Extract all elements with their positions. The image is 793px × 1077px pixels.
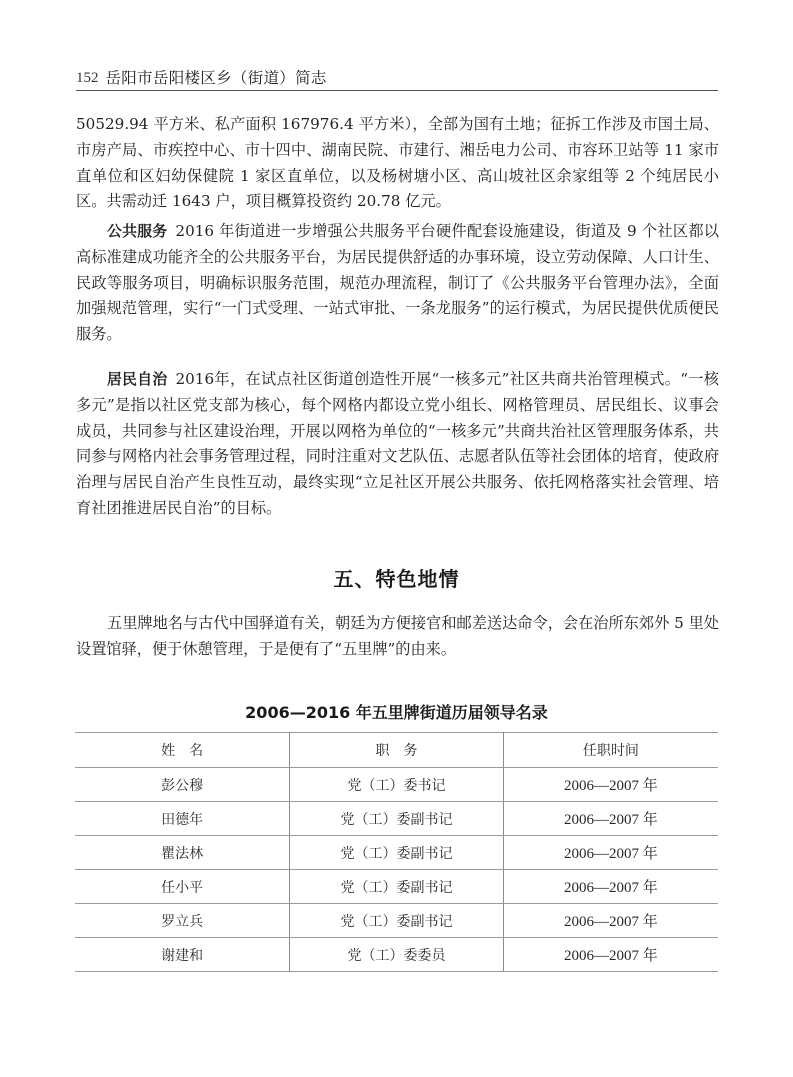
table-row [75, 768, 718, 802]
table-row [75, 870, 718, 904]
table-row [75, 904, 718, 938]
cell-term: 2006—2007 年 [503, 870, 718, 904]
paragraph-place-name-origin: 五里牌地名与古代中国驿道有关，朝廷为方便接官和邮差送达命令，会在治所东郊外 5 里处设置馆驿，便于休憩管理，于是便有了“五里牌”的由来。 [76, 614, 719, 658]
cell-name: 谢建和 [75, 938, 290, 972]
cell-position: 党（工）委副书记 [290, 870, 503, 904]
cell-term: 2006—2007 年 [503, 802, 718, 836]
cell-name: 彭公穆 [75, 768, 290, 802]
cell-term: 2006—2007 年 [503, 938, 718, 972]
table-row [75, 802, 718, 836]
section-title: 五、特色地情 [333, 567, 460, 591]
table-caption: 2006—2016 年五里牌街道历届领导名录 [245, 703, 548, 722]
paragraph-land-relocation: 50529.94 平方米、私产面积 167976.4 平方米），全部为国有土地；征拆工作涉及市国土局、市房产局、市疾控中心、市十四中、湖南民院、市建行、湘岳电力公司、市容环卫站等 11 家市直单位和区妇幼保健院 1 家区直单位，以及杨树塘小区、高山坡社区余家组等 2 个纯居民小区。共需动迁 1643 户，项目概算投资约 20.78 亿元。 [76, 115, 719, 211]
column-header-position: 职 务 [290, 733, 503, 768]
paragraph-resident-autonomy-text: 2016年，在试点社区街道创造性开展“一核多元”社区共商共治管理模式。“一核多元”是指以社区党支部为核心，每个网格内都设立党小组长、网格管理员、居民组长、议事会成员，共同参与社区建设治理，开展以网格为单位的“一核多元”共商共治社区管理服务体系，共同参与网格内社会事务管理过程，同时注重对文艺队伍、志愿者队伍等社会团体的培育，使政府治理与居民自治产生良性互动，最终实现“立足社区开展公共服务、依托网格落实社会管理、培育社团推进居民自治”的目标。 [76, 370, 719, 517]
cell-name: 田德年 [75, 802, 290, 836]
book-title: 岳阳市岳阳楼区乡（街道）简志 [105, 69, 327, 87]
column-header-name: 姓 名 [75, 733, 290, 768]
cell-name: 瞿法林 [75, 836, 290, 870]
cell-term: 2006—2007 年 [503, 836, 718, 870]
paragraph-public-service-text: 2016 年街道进一步增强公共服务平台硬件配套设施建设，街道及 9 个社区都以高标准建成功能齐全的公共服务平台，为居民提供舒适的办事环境，设立劳动保障、人口计生、民政等服务项目，明确标识服务范围，规范办理流程，制订了《公共服务平台管理办法》，全面加强规范管理，实行“一门式受理、一站式审批、一条龙服务”的运行模式，为居民提供优质便民服务。 [76, 222, 719, 344]
paragraph-public-service [76, 219, 719, 348]
cell-name: 任小平 [75, 870, 290, 904]
cell-position: 党（工）委书记 [290, 768, 503, 802]
running-header [76, 62, 718, 91]
column-header-term: 任职时间 [503, 733, 718, 768]
run-in-heading-public-service: 公共服务 [107, 223, 168, 240]
leaders-table [75, 732, 718, 972]
table-header-row [75, 733, 718, 768]
page-number: 152 [76, 70, 99, 86]
table-row [75, 938, 718, 972]
cell-position: 党（工）委副书记 [290, 802, 503, 836]
cell-term: 2006—2007 年 [503, 768, 718, 802]
cell-name: 罗立兵 [75, 904, 290, 938]
cell-position: 党（工）委委员 [290, 938, 503, 972]
paragraph-resident-autonomy [76, 367, 719, 522]
cell-term: 2006—2007 年 [503, 904, 718, 938]
cell-position: 党（工）委副书记 [290, 836, 503, 870]
cell-position: 党（工）委副书记 [290, 904, 503, 938]
table-row [75, 836, 718, 870]
run-in-heading-resident-autonomy: 居民自治 [107, 371, 168, 388]
